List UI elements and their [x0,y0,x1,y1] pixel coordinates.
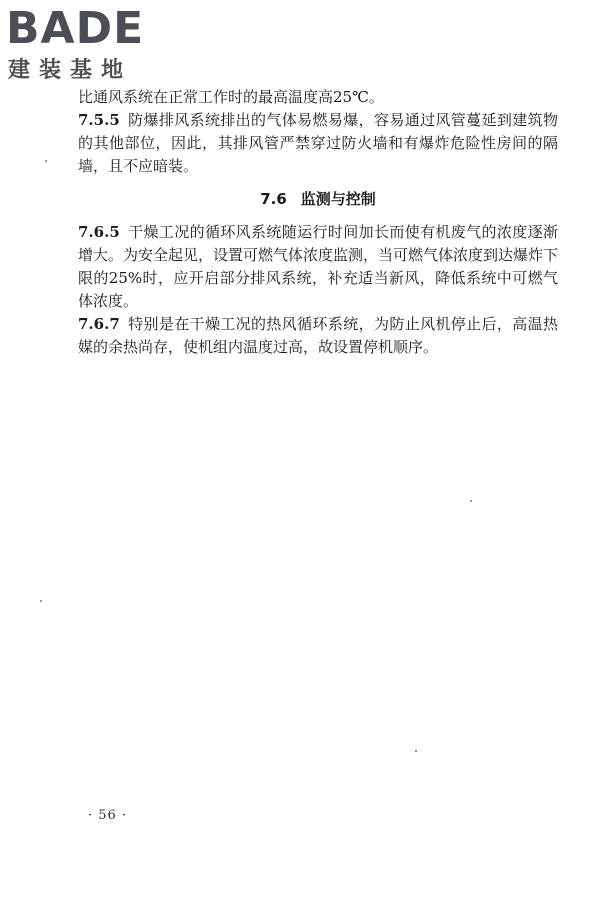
bade-logo [6,4,176,88]
continuation-paragraph: 比通风系统在正常工作时的最高温度高25℃。 [78,88,384,106]
clause-number: 7.6.5 [78,223,120,241]
clause-number: 7.6.7 [78,315,120,333]
scan-speck [40,600,42,602]
section-number: 7.6 [260,190,287,208]
page-number: · 56 · [88,808,128,823]
clause-7-6-5 [78,221,558,313]
scan-speck [45,160,47,162]
document-body [78,86,558,359]
scan-speck [470,500,472,502]
section-heading [78,188,558,211]
clause-text: 防爆排风系统排出的气体易燃易爆，容易通过风管蔓延到建筑物的其他部位，因此，其排风管严禁穿过防火墙和有爆炸危险性房间的隔墙，且不应暗装。 [78,111,558,175]
logo-wordmark: BADE [6,3,145,54]
clause-text: 干燥工况的循环风系统随运行时间加长而使有机废气的浓度逐渐增大。为安全起见，设置可燃气体浓度监测，当可燃气体浓度到达爆炸下限的25%时，应开启部分排风系统，补充适当新风，降低系统中可燃气体浓度。 [78,223,559,310]
clause-text: 特别是在干燥工况的热风循环系统，为防止风机停止后，高温热媒的余热尚存，使机组内温度过高，故设置停机顺序。 [78,315,558,356]
section-title: 监测与控制 [300,190,376,208]
scan-speck [415,750,417,752]
clause-7-5-5 [78,109,558,178]
clause-number: 7.5.5 [78,111,120,129]
clause-7-6-7 [78,313,558,359]
logo-chinese-name: 建装基地 [8,58,133,83]
